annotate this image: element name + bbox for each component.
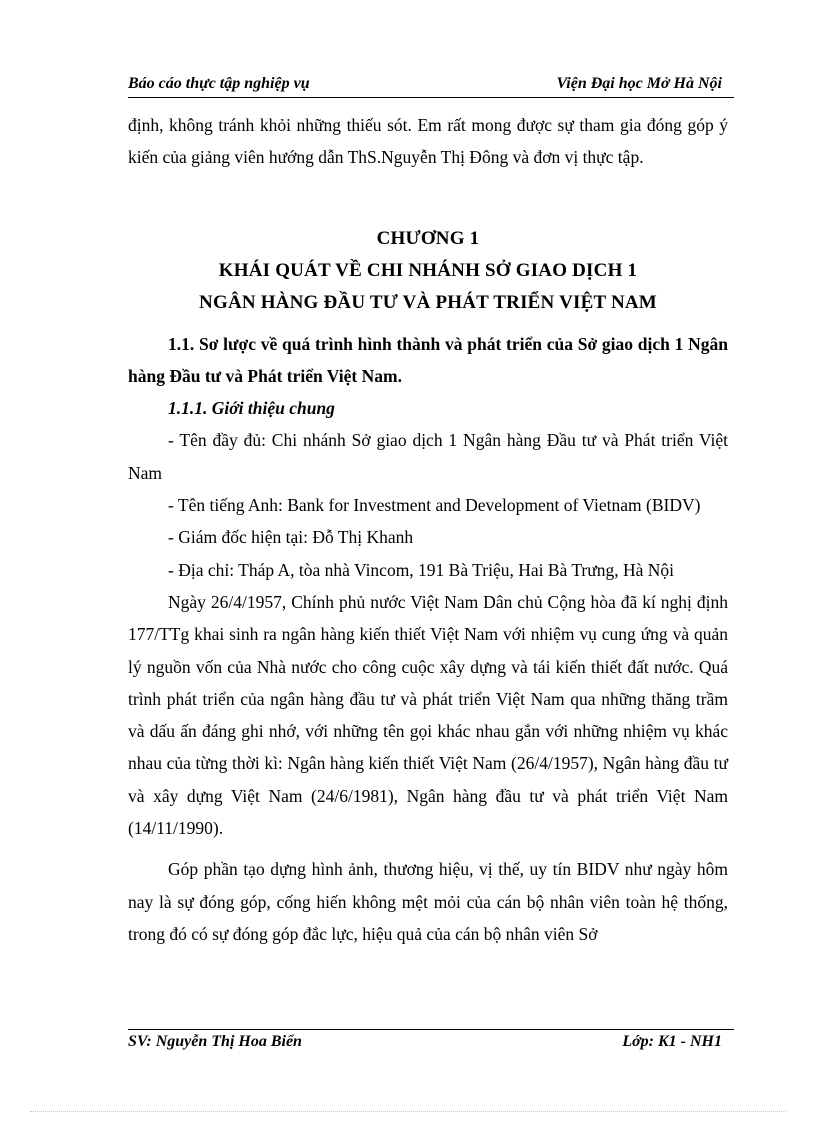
- info-item-address: - Địa chỉ: Tháp A, tòa nhà Vincom, 191 Bà Triệu, Hai Bà Trưng, Hà Nội: [168, 559, 675, 580]
- chapter-title-line-2: NGÂN HÀNG ĐẦU TƯ VÀ PHÁT TRIỂN VIỆT NAM: [199, 291, 657, 313]
- info-item-full-name: - Tên đầy đủ: Chi nhánh Sở giao dịch 1 Ngân hàng Đầu tư và Phát triển Việt Nam: [128, 430, 728, 483]
- page-header: [128, 75, 734, 98]
- history-paragraph: Ngày 26/4/1957, Chính phủ nước Việt Nam Dân chủ Cộng hòa đã kí nghị định 177/TTg khai sinh ra ngân hàng kiến thiết Việt Nam với nhiệm vụ cung ứng và quản lý nguồn vốn của Nhà nước cho công cuộc xây dựng và tái kiến thiết đất nước. Quá trình phát triển của ngân hàng đầu tư và phát triển Việt Nam qua những thăng trầm và dấu ấn đáng ghi nhớ, với những tên gọi khác nhau gắn với những nhiệm vụ khác nhau của từng thời kì: Ngân hàng kiến thiết Việt Nam (26/4/1957), Ngân hàng đầu tư và xây dựng Việt Nam (24/6/1981), Ngân hàng đầu tư và phát triển Việt Nam (14/11/1990).: [128, 591, 728, 839]
- page-bottom-divider: [30, 1111, 786, 1112]
- header-report-title: Báo cáo thực tập nghiệp vụ: [128, 75, 310, 92]
- subsection-title: 1.1.1. Giới thiệu chung: [168, 398, 335, 419]
- intro-paragraph: định, không tránh khỏi những thiếu sót. Em rất mong được sự tham gia đóng góp ý kiến của giảng viên hướng dẫn ThS.Nguyễn Thị Đông và đơn vị thực tập.: [128, 115, 728, 168]
- footer-student-name: SV: Nguyễn Thị Hoa Biển: [128, 1033, 302, 1050]
- section-title: 1.1. Sơ lược về quá trình hình thành và phát triển của Sở giao dịch 1 Ngân hàng Đầu tư và Phát triển Việt Nam.: [128, 333, 728, 386]
- header-institution: Viện Đại học Mở Hà Nội: [556, 75, 722, 92]
- chapter-title-line-1: KHÁI QUÁT VỀ CHI NHÁNH SỞ GIAO DỊCH 1: [218, 259, 638, 281]
- page-footer: [128, 1029, 734, 1055]
- page-body: [128, 109, 728, 950]
- footer-class: Lớp: K1 - NH1: [622, 1033, 722, 1050]
- chapter-number: CHƯƠNG 1: [376, 227, 480, 249]
- info-item-director: - Giám đốc hiện tại: Đỗ Thị Khanh: [168, 527, 414, 548]
- contribution-paragraph: Góp phần tạo dựng hình ảnh, thương hiệu, vị thế, uy tín BIDV như ngày hôm nay là sự đóng góp, cống hiến không mệt mỏi của cán bộ nhân viên toàn hệ thống, trong đó có sự đóng góp đắc lực, hiệu quả của cán bộ nhân viên Sở: [128, 859, 728, 944]
- info-item-english-name: - Tên tiếng Anh: Bank for Investment and Development of Vietnam (BIDV): [168, 495, 701, 516]
